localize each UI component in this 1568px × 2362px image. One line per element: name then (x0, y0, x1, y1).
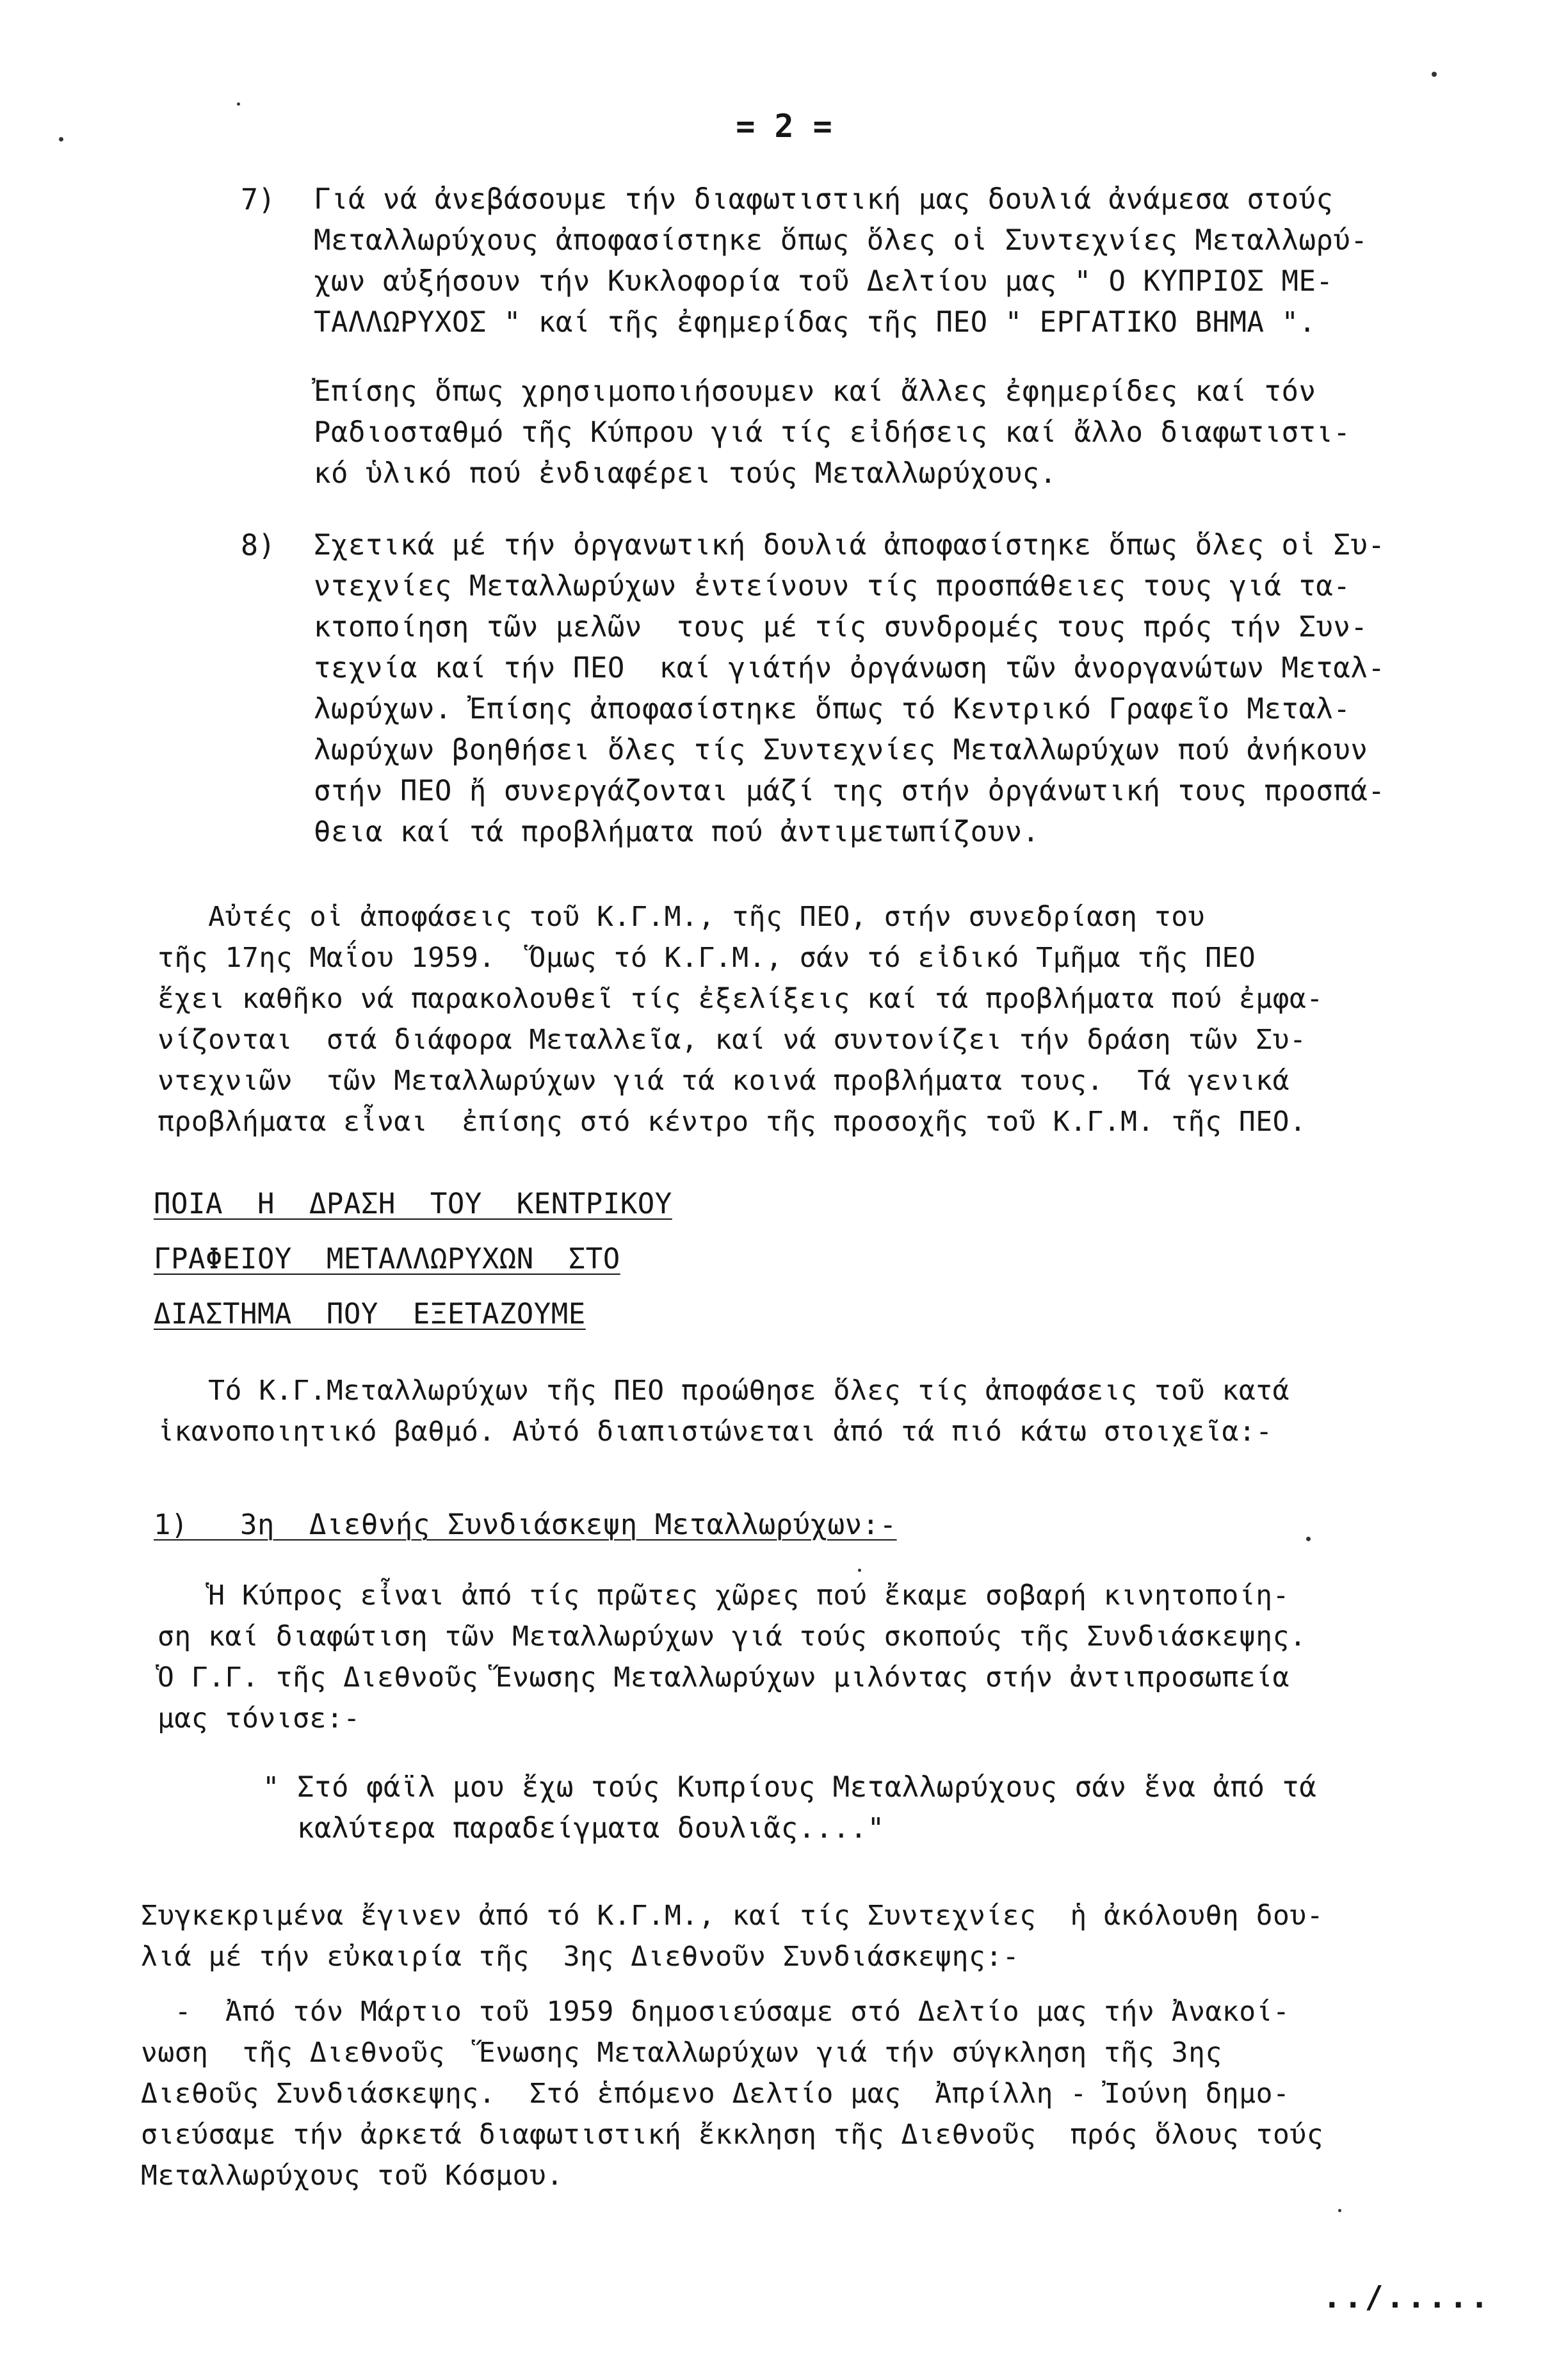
subheading-text: 1) 3η Διεθνής Συνδιάσκεψη Μεταλλωρύχων:- (154, 1509, 897, 1541)
text-line: λιά μέ τήν εὐκαιρία τῆς 3ης Διεθνοῦν Συνδιάσκεψης:- (141, 1941, 1020, 1973)
text-line: κτοποίηση τῶν μελῶν τους μέ τίς συνδρομές τους πρός τήν Συν- (314, 611, 1368, 643)
text-line: ἱκανοποιητικό βαθμό. Αὐτό διαπιστώνεται ἀπό τά πιό κάτω στοιχεῖα:- (158, 1416, 1273, 1448)
decisions-paragraph (158, 896, 1323, 1142)
text-line: Ἐπίσης ὅπως χρησιμοποιήσουμεν καί ἄλλες ἐφημερίδες καί τόν (314, 375, 1316, 408)
subheading (154, 1505, 897, 1546)
text-line: Τό Κ.Γ.Μεταλλωρύχων τῆς ΠΕΟ προώθησε ὅλες τίς ἀποφάσεις τοῦ κατά (158, 1375, 1290, 1407)
scan-speck (1432, 72, 1437, 77)
text-line: κό ὑλικό πού ἐνδιαφέρει τούς Μεταλλωρύχους. (314, 457, 1057, 490)
item-7-number: 7) (241, 182, 276, 216)
section-heading (154, 1177, 672, 1342)
text-line: στήν ΠΕΟ ἤ συνεργάζονται μάζί της στήν ὀργάνωτική τους προσπά- (314, 775, 1386, 807)
scan-speck (1338, 2209, 1341, 2212)
text-line: - Ἀπό τόν Μάρτιο τοῦ 1959 δημοσιεύσαμε στό Δελτίο μας τήν Ἀνακοί- (141, 1996, 1290, 2028)
quote (263, 1767, 1316, 1849)
heading-line: ΠΟΙΑ Η ΔΡΑΣΗ ΤΟΥ ΚΕΝΤΡΙΚΟΥ (154, 1188, 672, 1220)
text-line: λωρύχων βοηθήσει ὅλες τίς Συντεχνίες Μεταλλωρύχων πού ἀνήκουν (314, 734, 1368, 766)
scan-speck (1306, 1537, 1311, 1541)
text-line: σιεύσαμε τήν ἀρκετά διαφωτιστική ἔκκληση τῆς Διεθνοῦς πρός ὅλους τούς (141, 2119, 1324, 2151)
text-line: Μεταλλωρύχους τοῦ Κόσμου. (141, 2160, 563, 2192)
item-8-number: 8) (241, 528, 276, 562)
text-line: τεχνία καί τήν ΠΕΟ καί γιάτήν ὀργάνωση τῶν ἀνοργανώτων Μεταλ- (314, 652, 1386, 684)
text-line: ντεχνιῶν τῶν Μεταλλωρύχων γιά τά κοινά προβλήματα τους. Τά γενικά (158, 1065, 1290, 1097)
text-line: λωρύχων. Ἐπίσης ἀποφασίστηκε ὅπως τό Κεντρικό Γραφεῖο Μεταλ- (314, 693, 1351, 725)
text-line: Σχετικά μέ τήν ὀργανωτική δουλιά ἀποφασίστηκε ὅπως ὅλες οἱ Συ- (314, 529, 1386, 562)
text-line: προβλήματα εἶναι ἐπίσης στό κέντρο τῆς προσοχῆς τοῦ Κ.Γ.Μ. τῆς ΠΕΟ. (158, 1106, 1307, 1138)
text-line: ΤΑΛΛΩΡΥΧΟΣ " καί τῆς ἐφημερίδας τῆς ΠΕΟ " ΕΡΓΑΤΙΚΟ ΒΗΜΑ ". (314, 306, 1316, 339)
specific-paragraph (141, 1895, 1323, 1977)
scan-speck (237, 102, 240, 106)
item-7-paragraph-2 (314, 371, 1350, 494)
text-line: ντεχνίες Μεταλλωρύχων ἐντείνουν τίς προσπάθειες τους γιά τα- (314, 570, 1351, 603)
text-line: ἔχει καθῆκο νά παρακολουθεῖ τίς ἐξελίξεις καί τά προβλήματα πού ἐμφα- (158, 983, 1323, 1015)
text-line: Ἡ Κύπρος εἶναι ἀπό τίς πρῶτες χῶρες πού ἔκαμε σοβαρή κινητοποίη- (158, 1580, 1290, 1612)
text-line: μας τόνισε:- (158, 1703, 360, 1735)
scan-speck (858, 1569, 861, 1572)
page-number: = 2 = (736, 108, 832, 145)
text-line: θεια καί τά προβλήματα πού ἀντιμετωπίζουν. (314, 816, 1040, 848)
text-line: Ραδιοσταθμό τῆς Κύπρου γιά τίς εἰδήσεις καί ἄλλο διαφωτιστι- (314, 416, 1351, 449)
item-8-text (314, 525, 1385, 853)
text-line: ση καί διαφώτιση τῶν Μεταλλωρύχων γιά τούς σκοπούς τῆς Συνδιάσκεψης. (158, 1621, 1307, 1653)
text-line: Διεθοῦς Συνδιάσκεψης. Στό ἑπόμενο Δελτίο μας Ἀπρίλλη - Ἰούνη δημο- (141, 2078, 1290, 2110)
text-line: νωση τῆς Διεθνοῦς Ἕνωσης Μεταλλωρύχων γιά τήν σύγκληση τῆς 3ης (141, 2037, 1222, 2069)
kgm-paragraph (158, 1370, 1289, 1452)
text-line: καλύτερα παραδείγματα δουλιᾶς...." (263, 1812, 885, 1845)
text-line: " Στό φάϊλ μου ἔχω τούς Κυπρίους Μεταλλωρύχους σάν ἕνα ἀπό τά (263, 1771, 1317, 1804)
text-line: Συγκεκριμένα ἔγινεν ἀπό τό Κ.Γ.Μ., καί τίς Συντεχνίες ἡ ἀκόλουθη δου- (141, 1900, 1324, 1932)
continuation-marker: ../..... (1322, 2279, 1491, 2315)
text-line: Μεταλλωρύχους ἀποφασίστηκε ὅπως ὅλες οἱ Συντεχνίες Μεταλλωρύ- (314, 224, 1368, 257)
item-7-text (314, 179, 1368, 343)
heading-line: ΔΙΑΣΤΗΜΑ ΠΟΥ ΕΞΕΤΑΖΟΥΜΕ (154, 1298, 586, 1331)
text-line: τῆς 17ης Μαΐου 1959. Ὅμως τό Κ.Γ.Μ., σάν τό εἰδικό Τμῆμα τῆς ΠΕΟ (158, 942, 1256, 974)
heading-line: ΓΡΑΦΕΙΟΥ ΜΕΤΑΛΛΩΡΥΧΩΝ ΣΤΟ (154, 1243, 620, 1275)
cyprus-paragraph (158, 1575, 1306, 1739)
text-line: Ὁ Γ.Γ. τῆς Διεθνοῦς Ἕνωσης Μεταλλωρύχων μιλόντας στήν ἀντιπροσωπεία (158, 1662, 1290, 1694)
bullet-paragraph (141, 1991, 1323, 2196)
scan-speck (59, 137, 63, 142)
text-line: Γιά νά ἀνεβάσουμε τήν διαφωτιστική μας δουλιά ἀνάμεσα στούς (314, 183, 1334, 216)
text-line: νίζονται στά διάφορα Μεταλλεῖα, καί νά συντονίζει τήν δράση τῶν Συ- (158, 1024, 1307, 1056)
text-line: Αὐτές οἱ ἀποφάσεις τοῦ Κ.Γ.Μ., τῆς ΠΕΟ, στήν συνεδρίαση του (158, 901, 1206, 933)
text-line: χων αὐξήσουν τήν Κυκλοφορία τοῦ Δελτίου μας " Ο ΚΥΠΡΙΟΣ ΜΕ- (314, 265, 1334, 298)
